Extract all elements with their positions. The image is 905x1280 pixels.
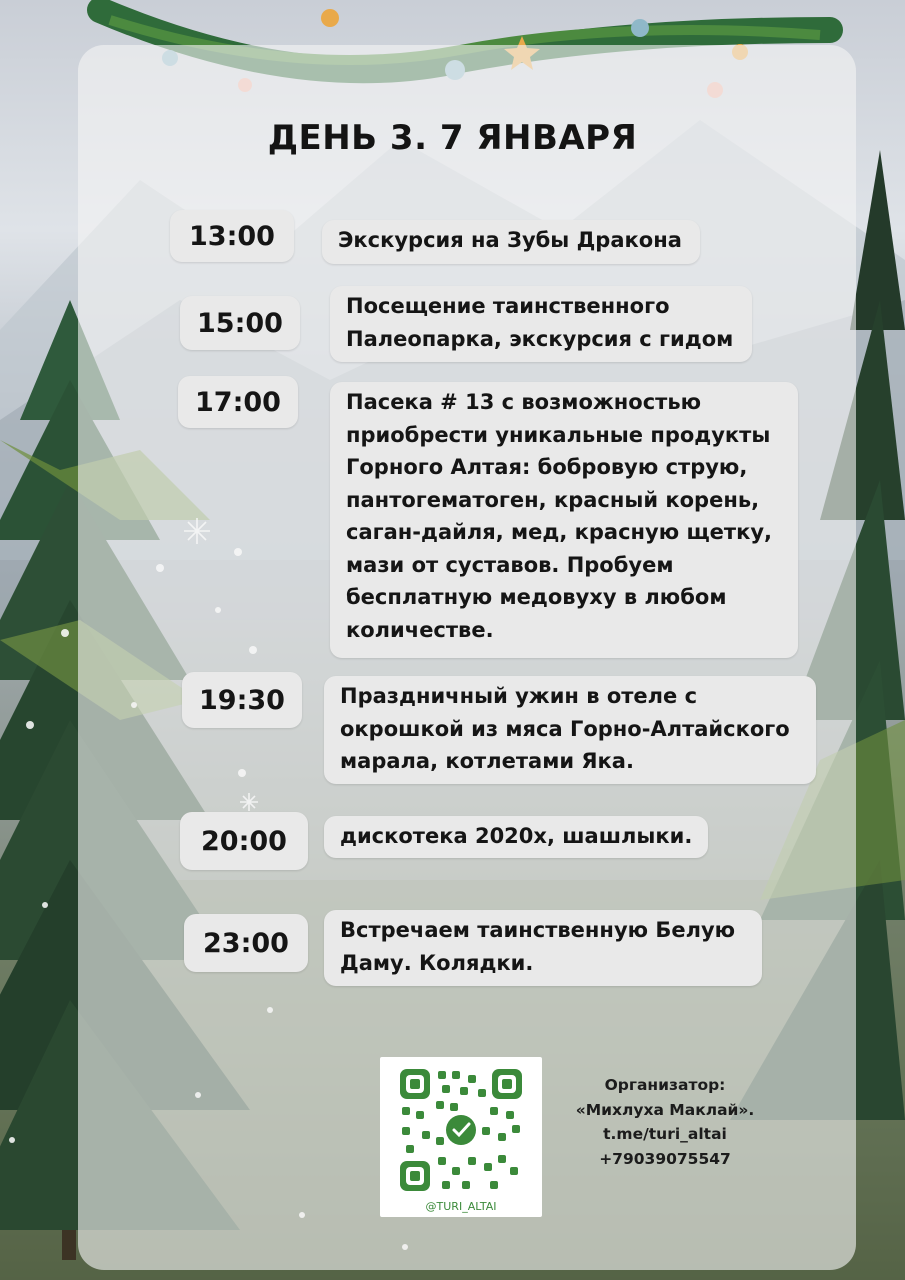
time-badge: 15:00 xyxy=(180,296,300,350)
event-description: Встречаем таинственную Белую Даму. Колядки. xyxy=(324,910,762,986)
event-description: Пасека # 13 с возможностью приобрести уникальные продукты Горного Алтая: бобровую струю, пантогематоген, красный корень, саган-дайля, мед, красную щетку, мази от суставов. Пробуем бесплатную медовуху в любом количестве. xyxy=(330,382,798,658)
qr-card[interactable] xyxy=(380,1057,542,1217)
organizer-name: «Михлуха Маклай». xyxy=(575,1100,755,1119)
time-badge: 23:00 xyxy=(184,914,308,972)
page-title: ДЕНЬ 3. 7 ЯНВАРЯ xyxy=(267,118,638,158)
time-badge: 19:30 xyxy=(182,672,302,728)
phone-number[interactable]: +79039075547 xyxy=(599,1149,731,1168)
organizer-info xyxy=(560,1073,770,1171)
qr-code-icon xyxy=(398,1067,524,1193)
event-description: дискотека 2020х, шашлыки. xyxy=(324,816,708,858)
telegram-link[interactable]: t.me/turi_altai xyxy=(603,1125,727,1143)
time-badge: 20:00 xyxy=(180,812,308,870)
organizer-label: Организатор: xyxy=(604,1076,726,1094)
event-description: Посещение таинственного Палеопарка, экскурсия с гидом xyxy=(330,286,752,362)
time-badge: 13:00 xyxy=(170,210,294,262)
time-badge: 17:00 xyxy=(178,376,298,428)
event-description: Праздничный ужин в отеле с окрошкой из мяса Горно-Алтайского марала, котлетами Яка. xyxy=(324,676,816,784)
event-description: Экскурсия на Зубы Дракона xyxy=(322,220,700,264)
qr-caption: @TURI_ALTAI xyxy=(425,1200,497,1213)
